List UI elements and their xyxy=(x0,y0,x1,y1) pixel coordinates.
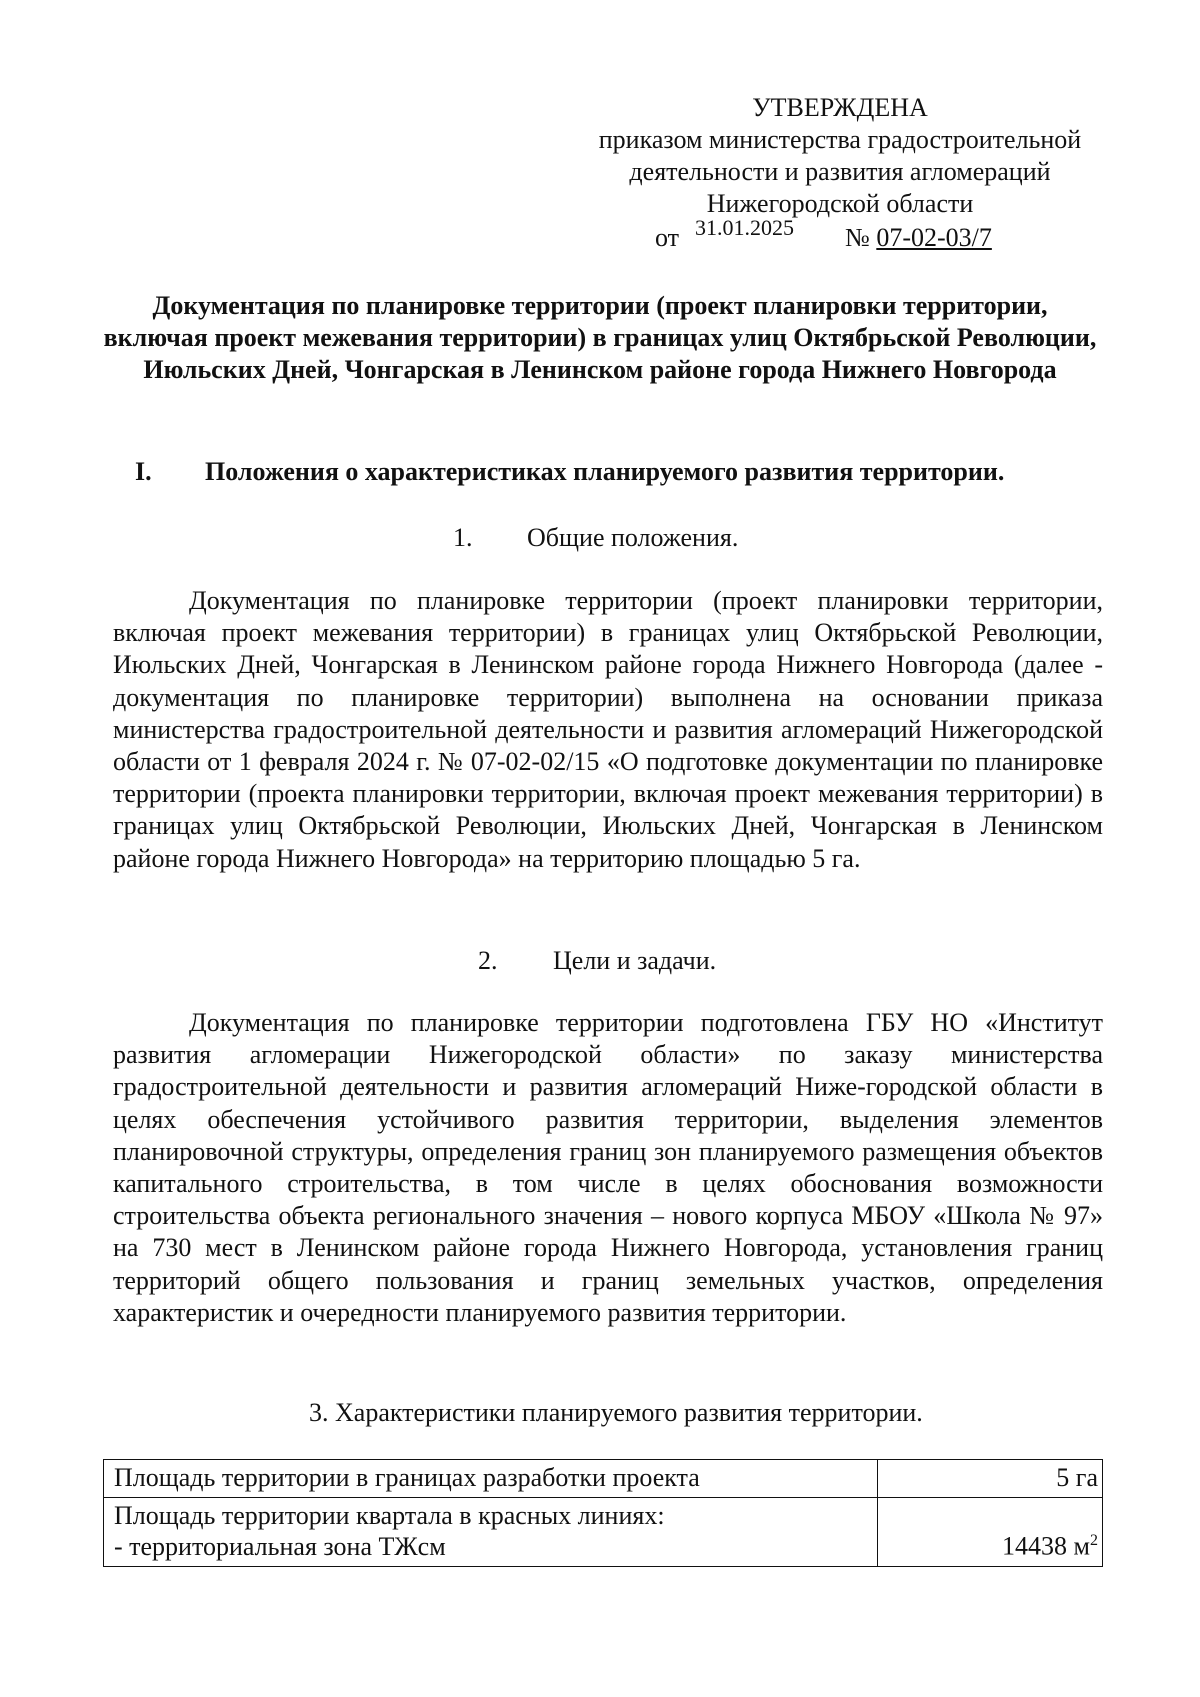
approval-number-value: 07-02-03/7 xyxy=(876,223,992,252)
approval-line-2: деятельности и развития агломераций xyxy=(629,157,1051,186)
number-sign: № xyxy=(845,223,877,252)
table-row xyxy=(104,1498,1103,1567)
table-row xyxy=(104,1460,1103,1498)
section-1-title: Положения о характеристиках планируемого развития территории. xyxy=(205,457,1005,486)
subsection-1-num: 1. xyxy=(453,523,473,552)
subsection-2-title: Цели и задачи. xyxy=(553,946,717,975)
document-title: Документация по планировке территории (проект планировки территории, включая проект межевания территории) в границах улиц Октябрьской Революции, Июльских Дней, Чонгарская в Ленинском районе города Нижнего Новгорода xyxy=(103,291,1097,384)
section-1-roman: I. xyxy=(135,457,152,486)
table-cell-label: Площадь территории в границах разработки проекта xyxy=(104,1460,878,1498)
table-cell-label xyxy=(104,1498,878,1567)
approval-heading: УТВЕРЖДЕНА xyxy=(752,93,928,122)
subsection-2-num: 2. xyxy=(478,946,498,975)
table-cell-value: 5 га xyxy=(878,1460,1103,1498)
approval-line-1: приказом министерства градостроительной xyxy=(598,125,1082,154)
table-value-superscript: 2 xyxy=(1090,1532,1098,1550)
approval-line-3: Нижегородской области xyxy=(706,189,974,218)
approval-ot: от xyxy=(655,223,680,252)
paragraph-general: Документация по планировке территории (проект планировки территории, включая проект межевания территории) в границах улиц Октябрьской Революции, Июльских Дней, Чонгарская в Ленинском районе города Нижнего Новгорода (далее - документация по планировке территории) выполнена на основании приказа министерства градостроительной деятельности и развития агломераций Нижегородской области от 1 февраля 2024 г. № 07-02-02/15 «О подготовке документации по планировке территории (проекта планировки территории, включая проект межевания территории) в границах улиц Октябрьской Революции, Июльских Дней, Чонгарская в Ленинском районе города Нижнего Новгорода» на территорию площадью 5 га. xyxy=(113,586,1103,873)
approval-number xyxy=(845,222,992,254)
characteristics-table xyxy=(103,1459,1103,1567)
subsection-3-title: 3. Характеристики планируемого развития территории. xyxy=(309,1398,923,1427)
approval-date-number xyxy=(560,215,1120,252)
table-value-text: 14438 м xyxy=(1002,1532,1090,1561)
table-label-line-1: Площадь территории квартала в красных линиях: xyxy=(114,1501,665,1530)
table-cell-value xyxy=(878,1498,1103,1567)
paragraph-goals: Документация по планировке территории подготовлена ГБУ НО «Институт развития агломерации Нижегородской области» по заказу министерства градостроительной деятельности и развития агломераций Ниже-городской области в целях обеспечения устойчивого развития территории, выделения элементов планировочной структуры, определения границ зон планируемого размещения объектов капитального строительства, в том числе в целях обоснования возможности строительства объекта регионального значения – нового корпуса МБОУ «Школа № 97» на 730 мест в Ленинском районе города Нижнего Новгорода, установления границ территорий общего пользования и границ земельных участков, определения характеристик и очередности планируемого развития территории. xyxy=(113,1008,1103,1327)
approval-date: 31.01.2025 xyxy=(695,215,794,240)
table-label-line-2: - территориальная зона ТЖсм xyxy=(114,1532,446,1561)
subsection-1-title: Общие положения. xyxy=(527,523,739,552)
approval-stamp xyxy=(560,92,1120,252)
